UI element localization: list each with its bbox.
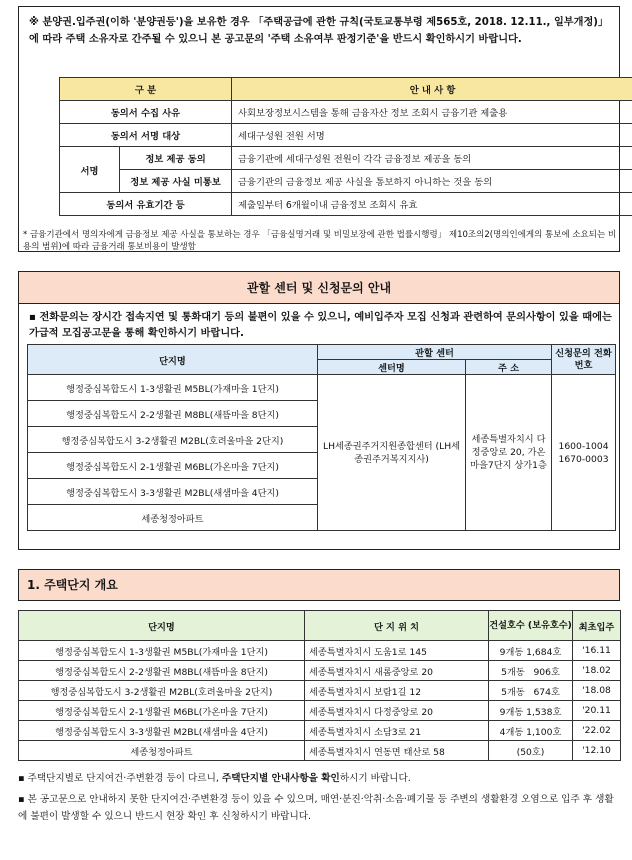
complex-name: 행정중심복합도시 2-1생활권 M6BL(가온마을 7단지) <box>28 453 318 479</box>
overview-name: 행정중심복합도시 2-2생활권 M8BL(새뜸마을 8단지) <box>19 661 305 681</box>
overview-units: 9개동 1,684호 <box>489 641 573 661</box>
center-name: LH세종권주거지원종합센터 (LH세종권주거복지지사) <box>318 375 466 531</box>
table-row <box>19 661 621 681</box>
consent-label: 동의서 유효기간 등 <box>60 193 232 216</box>
consent-value: 세대구성원 전원 서명 <box>232 124 632 147</box>
overview-units: 9개동 1,538호 <box>489 701 573 721</box>
overview-first: '12.10 <box>573 741 621 761</box>
overview-units: (50호) <box>489 741 573 761</box>
table-row <box>28 375 616 401</box>
overview-units: 5개동 906호 <box>489 661 573 681</box>
consent-value: 사회보장정보시스템을 통해 금융자산 정보 조회시 금융기관 제출용 <box>232 101 632 124</box>
consent-header-category: 구 분 <box>60 78 232 101</box>
center-address: 세종특별자치시 다정중앙로 20, 가온마을7단지 상가1층 <box>466 375 552 531</box>
overview-first: '20.11 <box>573 701 621 721</box>
ownership-notice: ※ 분양권.입주권(이하 '분양권등')을 보유한 경우 「주택공급에 관한 규칙(국토교통부령 제565호, 2018. 12.11., 일부개정)」에 따라 주택 소유자로 간주될 수 있으니 본 공고문의 '주택 소유여부 판정기준'을 반드시 확인하시기 바랍니다. <box>29 17 609 45</box>
consent-header-info: 안 내 사 항 <box>232 78 632 101</box>
phone-inquiry-notice: ▪ 전화문의는 장시간 접속지연 및 통화대기 등의 불편이 있을 수 있으니, 예비입주자 모집 신청과 관련하여 문의사항이 있을 때에는 가급적 모집공고문을 통해 확인하시기 바랍니다. <box>29 312 612 339</box>
table-row <box>19 741 621 761</box>
center-header-center: 관할 센터 <box>318 345 552 360</box>
overview-first: '18.08 <box>573 681 621 701</box>
bullet-item <box>18 770 622 787</box>
center-header-complex: 단지명 <box>28 345 318 375</box>
consent-table-header <box>60 78 632 101</box>
table-row <box>60 101 632 124</box>
overview-location: 세종특별자치시 새롬중앙로 20 <box>305 661 489 681</box>
consent-table <box>59 77 632 216</box>
overview-units: 4개동 1,100호 <box>489 721 573 741</box>
center-table <box>27 344 616 531</box>
consent-label: 정보 제공 동의 <box>120 147 232 170</box>
overview-table <box>18 610 621 761</box>
financial-consent-box <box>18 6 620 252</box>
center-header-address: 주 소 <box>466 360 552 375</box>
consent-label: 동의서 수집 사유 <box>60 101 232 124</box>
overview-units: 5개동 674호 <box>489 681 573 701</box>
bullet1-pre: ▪ 주택단지별로 단지여건·주변환경 등이 다르니, <box>18 773 222 784</box>
center-header-phone: 신청문의 전화번호 <box>552 345 616 375</box>
center-phone: 1600-1004 1670-0003 <box>552 375 616 531</box>
overview-header-location: 단 지 위 치 <box>305 611 489 641</box>
overview-header-name: 단지명 <box>19 611 305 641</box>
consent-label: 정보 제공 사실 미통보 <box>120 170 232 193</box>
overview-name: 행정중심복합도시 1-3생활권 M5BL(가재마을 1단지) <box>19 641 305 661</box>
overview-location: 세종특별자치시 소담3로 21 <box>305 721 489 741</box>
center-section-title: 관할 센터 및 신청문의 안내 <box>19 272 619 304</box>
consent-value: 금융기관의 금융정보 제공 사실을 통보하지 아니하는 것을 동의 <box>232 170 632 193</box>
overview-first: '18.02 <box>573 661 621 681</box>
complex-name: 행정중심복합도시 2-2생활권 M8BL(새뜸마을 8단지) <box>28 401 318 427</box>
overview-bullets <box>18 770 622 825</box>
overview-name: 행정중심복합도시 2-1생활권 M6BL(가온마을 7단지) <box>19 701 305 721</box>
complex-name: 행정중심복합도시 3-3생활권 M2BL(새샘마을 4단지) <box>28 479 318 505</box>
overview-first: '22.02 <box>573 721 621 741</box>
bullet1-post: 하시기 바랍니다. <box>339 773 411 784</box>
table-row <box>19 701 621 721</box>
overview-location: 세종특별자치시 보람1길 12 <box>305 681 489 701</box>
overview-name: 행정중심복합도시 3-2생활권 M2BL(호려울마을 2단지) <box>19 681 305 701</box>
complex-name: 행정중심복합도시 1-3생활권 M5BL(가재마을 1단지) <box>28 375 318 401</box>
overview-first: '16.11 <box>573 641 621 661</box>
center-table-header <box>28 345 616 360</box>
consent-value: 금융기관에 세대구성원 전원이 각각 금융정보 제공을 동의 <box>232 147 632 170</box>
overview-section-title: 1. 주택단지 개요 <box>18 569 620 601</box>
table-row <box>19 641 621 661</box>
consent-label: 동의서 서명 대상 <box>60 124 232 147</box>
bullet-item: ▪ 본 공고문으로 안내하지 못한 단지여건·주변환경 등이 있을 수 있으며, 매연·분진·악취·소음·폐기물 등 주변의 생활환경 오염으로 입주 후 생활에 불편이 발생할 수 있으니 반드시 현장 확인 후 신청하시기 바랍니다. <box>18 794 614 822</box>
complex-name: 세종청정아파트 <box>28 505 318 531</box>
overview-header-first: 최초입주 <box>573 611 621 641</box>
overview-location: 세종특별자치시 연동면 태산로 58 <box>305 741 489 761</box>
table-row <box>60 147 632 170</box>
table-row <box>60 170 632 193</box>
consent-value: 제출일부터 6개월이내 금융정보 조회시 유효 <box>232 193 632 216</box>
overview-location: 세종특별자치시 도움1로 145 <box>305 641 489 661</box>
overview-location: 세종특별자치시 다정중앙로 20 <box>305 701 489 721</box>
center-header-name: 센터명 <box>318 360 466 375</box>
table-row <box>19 721 621 741</box>
table-row <box>60 193 632 216</box>
consent-footnote: * 금융기관에서 명의자에게 금융정보 제공 사실을 통보하는 경우 「금융실명거래 및 비밀보장에 관한 법률시행령」 제10조의2(명의인에게의 통보에 소요되는 비용의 범위)에 따라 금융거래 통보비용이 발생함 <box>23 230 617 252</box>
overview-header-units: 건설호수 (보유호수) <box>489 611 573 641</box>
bullet1-bold: 주택단지별 안내사항을 확인 <box>221 773 340 784</box>
center-info-box <box>18 271 620 550</box>
table-row <box>19 681 621 701</box>
overview-name: 세종청정아파트 <box>19 741 305 761</box>
overview-name: 행정중심복합도시 3-3생활권 M2BL(새샘마을 4단지) <box>19 721 305 741</box>
overview-table-header <box>19 611 621 641</box>
table-row <box>60 124 632 147</box>
consent-group-sign: 서명 <box>60 147 120 193</box>
complex-name: 행정중심복합도시 3-2생활권 M2BL(호려울마을 2단지) <box>28 427 318 453</box>
